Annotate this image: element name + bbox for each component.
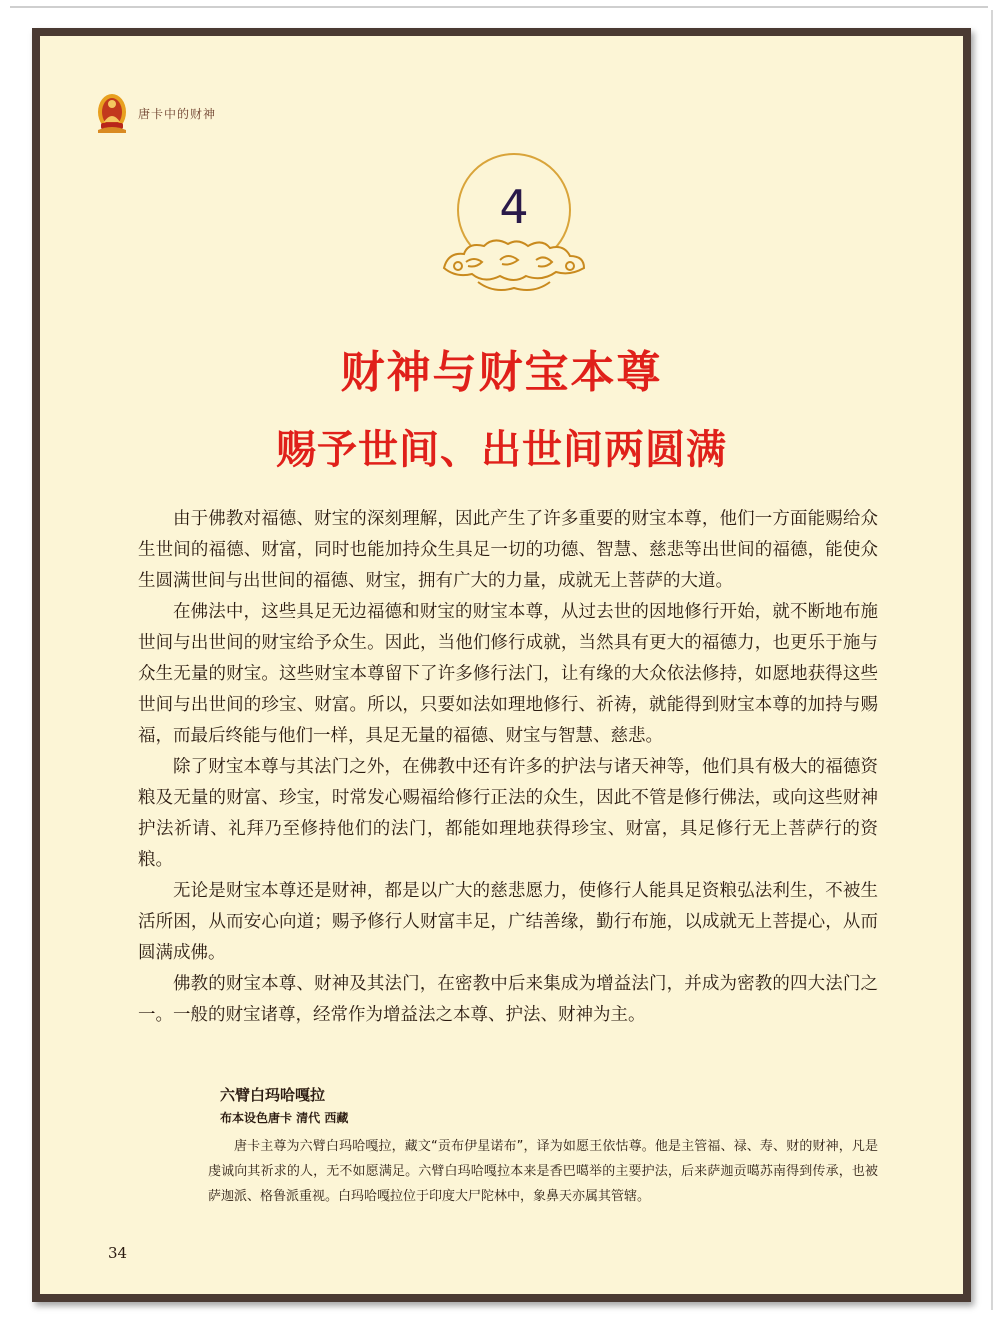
page-number: 34 bbox=[108, 1244, 128, 1262]
page-frame bbox=[32, 28, 971, 1302]
running-title: 唐卡中的财神 bbox=[138, 106, 217, 121]
chapter-title: 财神与财宝本尊 bbox=[340, 347, 663, 398]
paragraph: 佛教的财宝本尊、财神及其法门，在密教中后来集成为增益法门，并成为密教的四大法门之一。一般的财宝诸尊，经常作为增益法之本尊、护法、财神为主。 bbox=[138, 974, 878, 1025]
paragraph: 在佛法中，这些具足无边福德和财宝的财宝本尊，从过去世的因地修行开始，就不断地布施世间与出世间的财宝给予众生。因此，当他们修行成就，当然具有更大的福德力，也更乐于施与众生无量的财宝。这些财宝本尊留下了许多修行法门，让有缘的大众依法修持，如愿地获得这些世间与出世间的珍宝、财富。所以，只要如法如理地修行、祈祷，就能得到财宝本尊的加持与赐福，而最后终能与他们一样，具足无量的福德、财宝与智慧、慈悲。 bbox=[138, 602, 878, 746]
chapter-emblem bbox=[438, 148, 590, 298]
paragraph: 由于佛教对福德、财宝的深刻理解，因此产生了许多重要的财宝本尊，他们一方面能赐给众生世间的福德、财富，同时也能加持众生具足一切的功德、智慧、慈悲等出世间的福德，能使众生圆满世间与出世间的福德、财宝，拥有广大的力量，成就无上菩萨的大道。 bbox=[138, 509, 878, 591]
shadow-line-top bbox=[10, 6, 988, 8]
chapter-subtitle: 赐予世间、出世间两圆满 bbox=[276, 426, 727, 473]
caption-title: 六臂白玛哈嘎拉 bbox=[220, 1086, 326, 1104]
shadow-line-right bbox=[991, 10, 993, 1310]
paragraph: 除了财宝本尊与其法门之外，在佛教中还有许多的护法与诸天神等，他们具有极大的福德资粮及无量的财富、珍宝，时常发心赐福给修行正法的众生，因此不管是修行佛法，或向这些财神护法祈请、礼拜乃至修持他们的法门，都能如理地获得珍宝、财富，具足修行无上菩萨行的资粮。 bbox=[138, 757, 878, 870]
paragraph: 无论是财宝本尊还是财神，都是以广大的慈悲愿力，使修行人能具足资粮弘法利生，不被生活所困，从而安心向道；赐予修行人财富丰足，广结善缘，勤行布施，以成就无上菩提心，从而圆满成佛。 bbox=[138, 881, 878, 963]
image-caption bbox=[208, 1084, 880, 1209]
caption-text: 唐卡主尊为六臂白玛哈嘎拉，藏文“贡布伊星诺布”，译为如愿王依怙尊。他是主管福、禄、寿、财的财神，凡是虔诚向其祈求的人，无不如愿满足。六臂白玛哈嘎拉本来是香巴噶举的主要护法，后来萨迦贡噶苏南得到传承，也被萨迦派、格鲁派重视。白玛哈嘎拉位于印度大尸陀林中，象鼻天亦属其管辖。 bbox=[208, 1139, 878, 1204]
buddha-icon bbox=[90, 90, 134, 136]
running-header bbox=[90, 88, 216, 138]
chapter-number: 4 bbox=[499, 180, 529, 234]
body-text bbox=[138, 504, 878, 1031]
book-page bbox=[40, 36, 963, 1294]
caption-subtitle: 布本设色唐卡 清代 西藏 bbox=[220, 1111, 349, 1125]
